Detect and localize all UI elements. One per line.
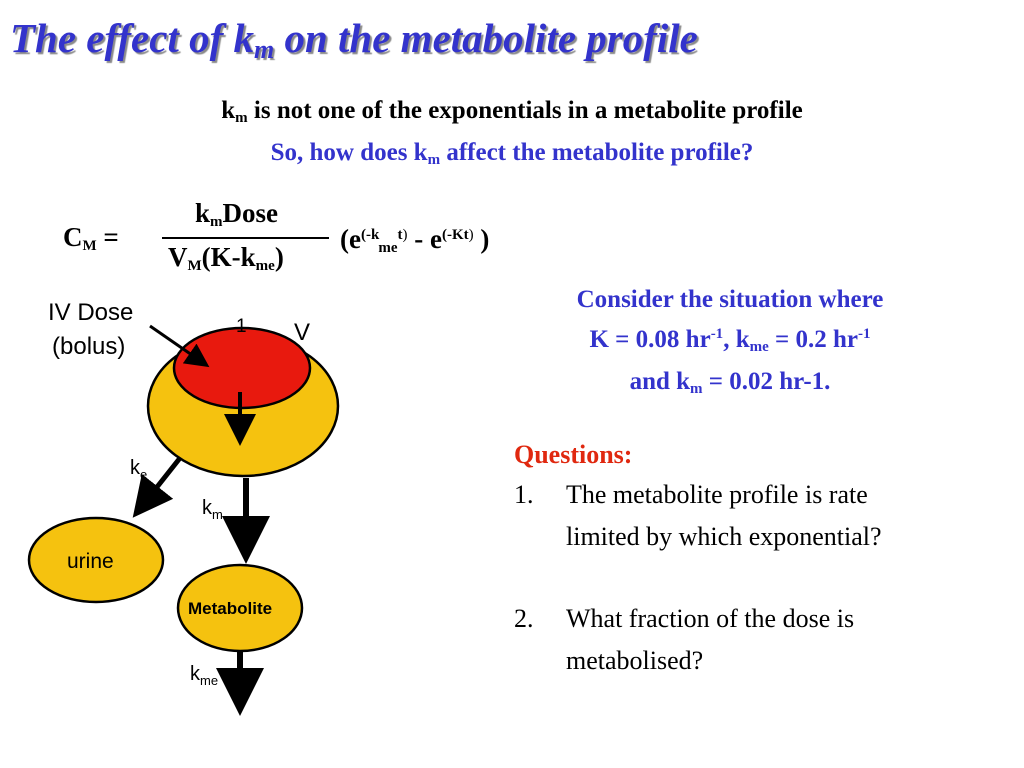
dose-label-2: (bolus) xyxy=(52,333,126,360)
equation-lhs: $C_M$ = xyxy=(63,222,119,254)
volume-label: V xyxy=(294,319,311,346)
question-2-number: 2. xyxy=(514,604,534,633)
slide-title: The effect of $k_m$ on the metabolite profile xyxy=(10,15,698,64)
situation-line-2: K = 0.08 $hr^{-1}$, $k_{me} = 0.2$ $hr^{-1}$ xyxy=(589,326,871,355)
ke-label: $k_e$ xyxy=(130,457,148,482)
question-1-number: 1. xyxy=(514,480,534,509)
kme-label: $k_{me}$ xyxy=(190,663,219,688)
questions-heading: Questions: xyxy=(514,440,633,469)
question-2-text: What fraction of the dose is metabolised? xyxy=(566,604,855,675)
equation-denominator: $V_M(K-k_{me})$ xyxy=(168,242,284,274)
equation-exponentials: ($e^{(-k}_{me}^{t)} - e^{(-Kt)}$ ) xyxy=(340,224,490,256)
km-label: $k_m$ xyxy=(202,497,223,522)
situation-line-1: Consider the situation where xyxy=(576,286,884,313)
dose-label-1: IV Dose xyxy=(48,299,134,326)
equation-numerator: $k_mDose$ xyxy=(195,198,279,230)
situation-line-3: and $k_m = 0.02$ hr-1. xyxy=(629,368,831,397)
question-1-text: The metabolite profile is rate limited by which exponential? xyxy=(566,480,882,551)
compartment-number: 1 xyxy=(236,316,247,337)
ke-arrow xyxy=(142,458,180,506)
statement-line: $k_m$ is not one of the exponentials in a metabolite profile xyxy=(221,97,803,126)
metabolite-label: Metabolite xyxy=(188,599,273,618)
pharmacokinetic-diagram xyxy=(0,288,360,728)
question-line: So, how does $k_m$ affect the metabolite profile? xyxy=(270,139,754,168)
urine-label: urine xyxy=(67,550,114,573)
fraction-bar xyxy=(162,237,329,239)
